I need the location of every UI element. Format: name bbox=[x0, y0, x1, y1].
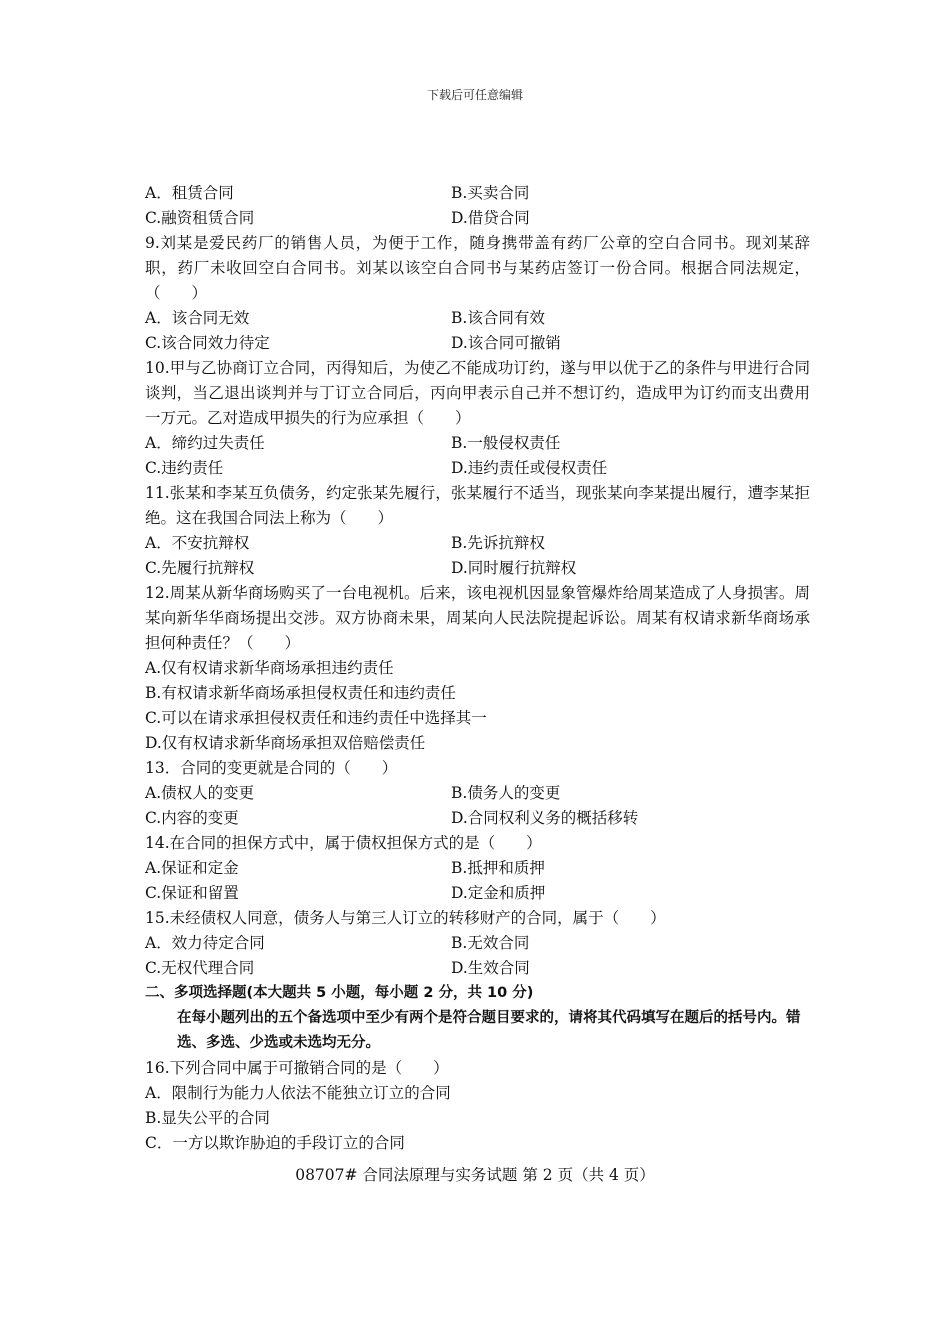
text-line: C．一方以欺诈胁迫的手段订立的合同 bbox=[145, 1134, 405, 1152]
option-left: A．缔约过失责任 bbox=[145, 434, 265, 452]
option-left: C.该合同效力待定 bbox=[145, 334, 270, 352]
option-row bbox=[145, 531, 810, 556]
question-text: 10.甲与乙协商订立合同，丙得知后，为使乙不能成功订约，遂与甲以优于乙的条件与甲进行合同谈判，当乙退出谈判并与丁订立合同后，丙向甲表示自己并不想订约，造成甲为订约而支出费用一万元。乙对造成甲损失的行为应承担（ ） bbox=[145, 359, 810, 427]
option-right: B.一般侵权责任 bbox=[451, 434, 561, 452]
exam-content bbox=[145, 181, 810, 1156]
option-row bbox=[145, 306, 810, 331]
text-line: A.仅有权请求新华商场承担违约责任 bbox=[145, 659, 394, 677]
option-right: D.生效合同 bbox=[451, 959, 530, 977]
option-left: A．不安抗辩权 bbox=[145, 534, 250, 552]
option-row bbox=[145, 456, 810, 481]
option-row bbox=[145, 556, 810, 581]
text-line: 16.下列合同中属于可撤销合同的是（ ） bbox=[145, 1059, 449, 1077]
option-left: C.保证和留置 bbox=[145, 884, 239, 902]
option-left: C.先履行抗辩权 bbox=[145, 559, 255, 577]
option-left: C.违约责任 bbox=[145, 459, 224, 477]
option-right: B.债务人的变更 bbox=[451, 784, 561, 802]
text-line: 13．合同的变更就是合同的（ ） bbox=[145, 759, 398, 777]
option-left: A．租赁合同 bbox=[145, 184, 234, 202]
option-left: A．该合同无效 bbox=[145, 309, 250, 327]
option-left: A.保证和定金 bbox=[145, 859, 239, 877]
text-line: 15.未经债权人同意，债务人与第三人订立的转移财产的合同，属于（ ） bbox=[145, 909, 666, 927]
option-right: B.无效合同 bbox=[451, 934, 530, 952]
section-instructions: 在每小题列出的五个备选项中至少有两个是符合题目要求的，请将其代码填写在题后的括号内。错选、多选、少选或未选均无分。 bbox=[177, 1010, 801, 1051]
text-line: C.可以在请求承担侵权责任和违约责任中选择其一 bbox=[145, 709, 487, 727]
text-line: 14.在合同的担保方式中，属于债权担保方式的是（ ） bbox=[145, 834, 542, 852]
option-right: D.违约责任或侵权责任 bbox=[451, 459, 608, 477]
option-row bbox=[145, 856, 810, 881]
option-left: C.内容的变更 bbox=[145, 809, 239, 827]
page-header: 下载后可任意编辑 bbox=[426, 88, 523, 102]
option-right: D.定金和质押 bbox=[451, 884, 546, 902]
option-left: A.债权人的变更 bbox=[145, 784, 255, 802]
text-line: B.有权请求新华商场承担侵权责任和违约责任 bbox=[145, 684, 456, 702]
option-left: C.无权代理合同 bbox=[145, 959, 255, 977]
page-footer: 08707# 合同法原理与实务试题 第 2 页（共 4 页） bbox=[295, 1166, 655, 1184]
option-right: D.合同权利义务的概括移转 bbox=[451, 809, 639, 827]
option-row bbox=[145, 931, 810, 956]
option-left: A．效力待定合同 bbox=[145, 934, 265, 952]
option-right: D.同时履行抗辩权 bbox=[451, 559, 577, 577]
option-row bbox=[145, 806, 810, 831]
option-row bbox=[145, 431, 810, 456]
option-right: B.该合同有效 bbox=[451, 309, 545, 327]
option-row bbox=[145, 181, 810, 206]
text-line: D.仅有权请求新华商场承担双倍赔偿责任 bbox=[145, 734, 426, 752]
question-text: 11.张某和李某互负债务，约定张某先履行，张某履行不适当，现张某向李某提出履行，遭李某拒绝。这在我国合同法上称为（ ） bbox=[145, 484, 810, 527]
option-right: B.抵押和质押 bbox=[451, 859, 545, 877]
option-row bbox=[145, 781, 810, 806]
option-right: B.先诉抗辩权 bbox=[451, 534, 545, 552]
text-line: B.显失公平的合同 bbox=[145, 1109, 270, 1127]
section-heading: 二、多项选择题(本大题共 5 小题，每小题 2 分，共 10 分) bbox=[145, 985, 534, 1001]
option-row bbox=[145, 956, 810, 981]
text-line: A．限制行为能力人依法不能独立订立的合同 bbox=[145, 1084, 451, 1102]
option-left: C.融资租赁合同 bbox=[145, 209, 255, 227]
question-text: 9.刘某是爱民药厂的销售人员，为便于工作，随身携带盖有药厂公章的空白合同书。现刘某辞职，药厂未收回空白合同书。刘某以该空白合同书与某药店签订一份合同。根据合同法规定，（ ） bbox=[145, 234, 810, 302]
option-row bbox=[145, 331, 810, 356]
question-text: 12.周某从新华商场购买了一台电视机。后来，该电视机因显象管爆炸给周某造成了人身损害。周某向新华华商场提出交涉。双方协商未果，周某向人民法院提起诉讼。周某有权请求新华商场承担何种责任？（ ） bbox=[145, 584, 810, 652]
option-right: B.买卖合同 bbox=[451, 184, 530, 202]
option-right: D.借贷合同 bbox=[451, 209, 530, 227]
option-right: D.该合同可撤销 bbox=[451, 334, 561, 352]
option-row bbox=[145, 881, 810, 906]
option-row bbox=[145, 206, 810, 231]
